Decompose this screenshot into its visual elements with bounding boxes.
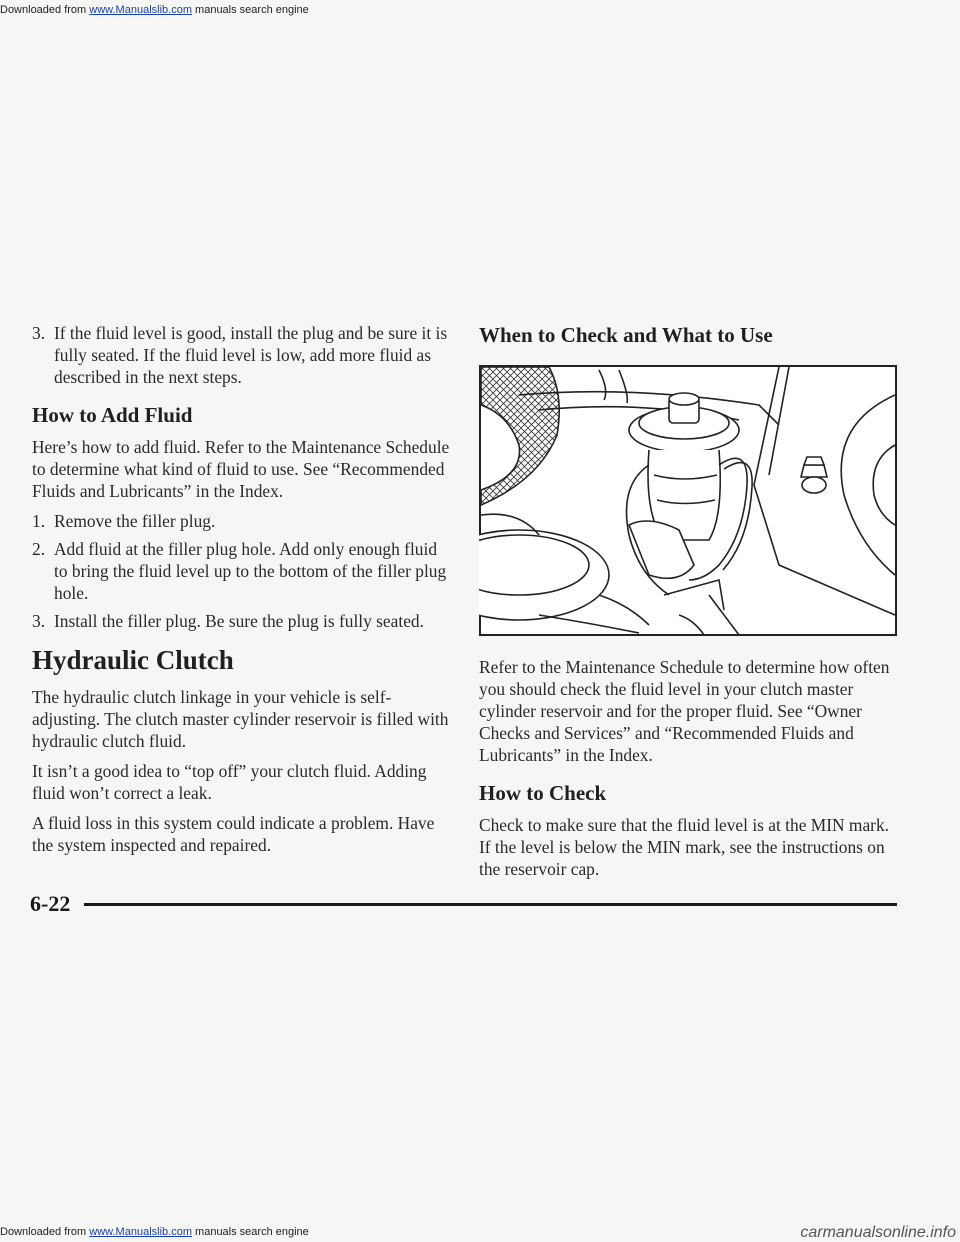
how-to-check-heading: How to Check [479,781,607,805]
step-number: 1. [32,511,46,531]
add-step-3 [32,610,450,632]
when-to-check-body: Refer to the Maintenance Schedule to determine how often you should check the fluid level in your clutch master cylinder reservoir and for the proper fluid. See “Owner Checks and Services” and “Recommended Fluids and Lubricants” in the Index. [479,657,890,765]
right-column-body [479,656,899,888]
manualslib-link-bottom[interactable]: www.Manualslib.com [89,1226,192,1238]
watermark-text: carmanualsonline.info [800,1224,956,1241]
step-number: 2. [32,539,46,559]
how-to-add-fluid-heading: How to Add Fluid [32,403,193,427]
step-text: Install the filler plug. Be sure the plug is fully seated. [54,611,424,631]
banner-suffix: manuals search engine [191,4,309,16]
download-banner-bottom [0,1226,960,1239]
clutch-para-3: A fluid loss in this system could indicate a problem. Have the system inspected and repaired. [32,813,435,855]
step-text: Add fluid at the filler plug hole. Add only enough fluid to bring the fluid level up to the bottom of the filler plug hole. [54,539,447,603]
add-step-1 [32,510,450,532]
step-3-check [32,322,450,388]
step-number: 3. [32,323,46,343]
hydraulic-clutch-heading: Hydraulic Clutch [32,645,234,675]
download-banner-top [0,4,309,17]
clutch-para-1: The hydraulic clutch linkage in your vehicle is self-adjusting. The clutch master cylinder reservoir is filled with hydraulic clutch fluid. [32,687,449,751]
clutch-reservoir-illustration [479,365,897,636]
add-step-2 [32,538,450,604]
step-text: If the fluid level is good, install the plug and be sure it is fully seated. If the fluid level is low, add more fluid as described in the next steps. [54,323,448,387]
manualslib-link[interactable]: www.Manualslib.com [89,4,192,16]
step-text: Remove the filler plug. [54,511,216,531]
left-column [32,322,450,864]
banner-prefix: Downloaded from [0,4,90,16]
footer-rule [84,903,897,906]
banner-prefix: Downloaded from [0,1226,90,1238]
banner-suffix: manuals search engine [191,1226,309,1238]
clutch-para-2: It isn’t a good idea to “top off” your clutch fluid. Adding fluid won’t correct a leak. [32,761,427,803]
add-fluid-intro: Here’s how to add fluid. Refer to the Maintenance Schedule to determine what kind of fluid to use. See “Recommended Fluids and Lubricants” in the Index. [32,437,450,501]
how-to-check-body: Check to make sure that the fluid level is at the MIN mark. If the level is below the MIN mark, see the instructions on the reservoir cap. [479,815,890,879]
step-number: 3. [32,611,46,631]
right-column-top [479,322,899,348]
page-number: 6-22 [30,891,71,916]
when-to-check-heading: When to Check and What to Use [479,323,773,347]
